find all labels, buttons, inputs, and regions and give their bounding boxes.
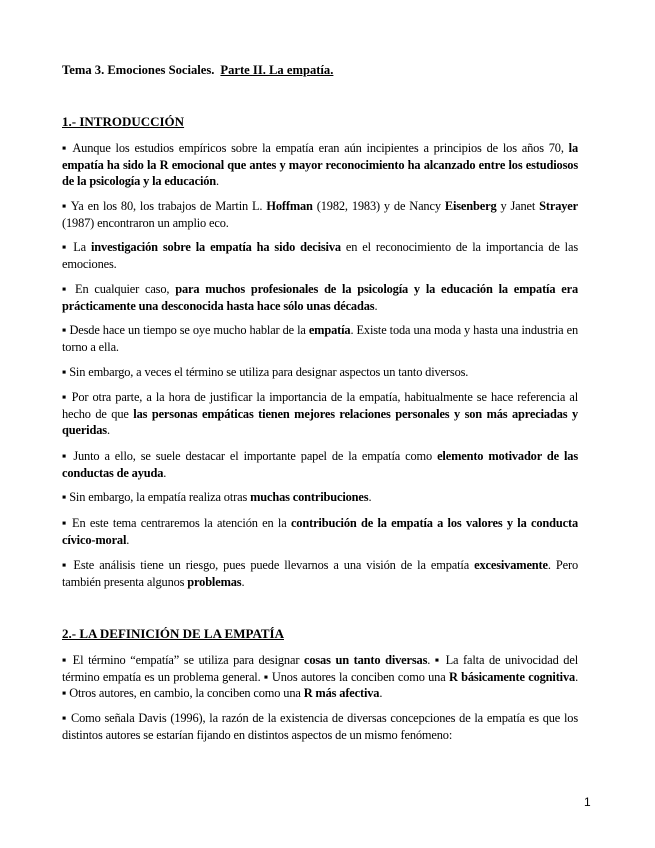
bold-text-run: las personas empáticas tienen mejores relaciones personales y son más apreciadas y queridas <box>62 406 579 437</box>
paragraph <box>62 140 578 190</box>
bold-text-run: problemas <box>187 574 242 589</box>
text-run: ▪ Este análisis tiene un riesgo, pues puede llevarnos a una visión de la empatía <box>62 558 475 572</box>
title-parte: Parte II. La empatía. <box>220 63 334 77</box>
document-title <box>62 62 333 79</box>
paragraph <box>62 364 578 381</box>
text-run: ▪ En cualquier caso, <box>62 282 176 296</box>
text-run: . <box>126 532 130 547</box>
text-run: ▪ Aunque los estudios empíricos sobre la empatía eran aún incipientes a principios de los años 70, <box>62 141 569 155</box>
text-run: ▪ Sin embargo, la empatía realiza otras <box>62 490 251 504</box>
text-run: . <box>374 298 378 313</box>
text-run: ▪ La <box>62 240 91 254</box>
text-run: . Existe toda una moda y hasta una industria en torno a ella. <box>62 323 578 354</box>
paragraph <box>62 557 578 590</box>
paragraph <box>62 281 578 314</box>
bold-text-run: contribución de la empatía a los valores y la conducta cívico-moral <box>62 516 578 547</box>
text-run: ▪ Desde hace un tiempo se oye mucho hablar de la <box>62 323 309 337</box>
paragraph <box>62 198 578 231</box>
text-run: en el reconocimiento de la importancia de las emociones. <box>62 240 579 271</box>
text-run: (1987) encontraron un amplio eco. <box>62 215 229 230</box>
text-run: . <box>106 423 110 437</box>
bold-text-run: R básicamente cognitiva <box>448 669 576 684</box>
section-heading-definicion: 2.- LA DEFINICIÓN DE LA EMPATÍA <box>62 626 284 641</box>
paragraph <box>62 389 578 439</box>
bold-text-run: Hoffman <box>266 199 313 213</box>
text-run: . <box>216 174 219 188</box>
bold-text-run: elemento motivador de las conductas de ayuda <box>62 449 578 480</box>
paragraph <box>62 515 578 548</box>
text-run: ▪ Junto a ello, se suele destacar el importante papel de la empatía como <box>62 449 438 463</box>
bold-text-run: empatía <box>308 323 351 337</box>
text-run: . ▪ Otros autores, en cambio, la conciben como una <box>62 669 579 700</box>
section-heading-introduccion: 1.- INTRODUCCIÓN <box>62 114 185 129</box>
page-number: 1 <box>584 795 591 809</box>
text-run: . <box>163 465 167 480</box>
paragraph <box>62 652 578 702</box>
text-run: ▪ Sin embargo, a veces el término se utiliza para designar aspectos un tanto diversos. <box>62 365 469 379</box>
text-run: ▪ El término “empatía” se utiliza para designar <box>62 653 304 667</box>
paragraph <box>62 710 578 743</box>
text-run: . <box>368 490 372 504</box>
text-run: . ▪ La falta de univocidad del término empatía es un problema general. ▪ Unos autores la conciben como una <box>62 653 578 684</box>
text-run: ▪ En este tema centraremos la atención en la <box>62 516 291 530</box>
bold-text-run: Strayer <box>539 199 578 213</box>
paragraph <box>62 322 578 355</box>
text-run: ▪ Ya en los 80, los trabajos de Martin L. <box>62 199 267 213</box>
text-run: ▪ Como señala Davis (1996), la razón de la existencia de diversas concepciones de la empatía es que los distintos autores se estarían fijando en distintos aspectos de un mismo fenómeno: <box>62 711 578 742</box>
bold-text-run: excesivamente <box>474 558 548 572</box>
title-tema: Tema 3. Emociones Sociales. <box>62 63 215 77</box>
bold-text-run: la empatía ha sido la R emocional que antes y mayor reconocimiento ha alcanzado entre los estudiosos de la psicología y la educación <box>62 141 578 188</box>
text-run: ▪ Por otra parte, a la hora de justificar la importancia de la empatía, habitualmente se hace referencia al hecho de que <box>62 390 578 421</box>
text-run: . <box>241 574 245 589</box>
paragraph <box>62 448 578 481</box>
text-run: (1982, 1983) y de Nancy <box>312 199 445 213</box>
text-run: . <box>379 686 383 700</box>
bold-text-run: muchas contribuciones <box>250 490 369 504</box>
text-run: y Janet <box>496 199 540 213</box>
paragraph <box>62 239 578 272</box>
bold-text-run: para muchos profesionales de la psicología y la educación la empatía era prácticamente una desconocida hasta hace sólo unas décadas <box>62 282 579 313</box>
bold-text-run: investigación sobre la empatía ha sido decisiva <box>90 240 341 254</box>
bold-text-run: cosas un tanto diversas <box>303 653 428 667</box>
paragraph <box>62 489 578 506</box>
bold-text-run: R más afectiva <box>303 686 380 700</box>
text-run: . Pero también presenta algunos <box>62 558 578 589</box>
bold-text-run: Eisenberg <box>444 199 497 213</box>
